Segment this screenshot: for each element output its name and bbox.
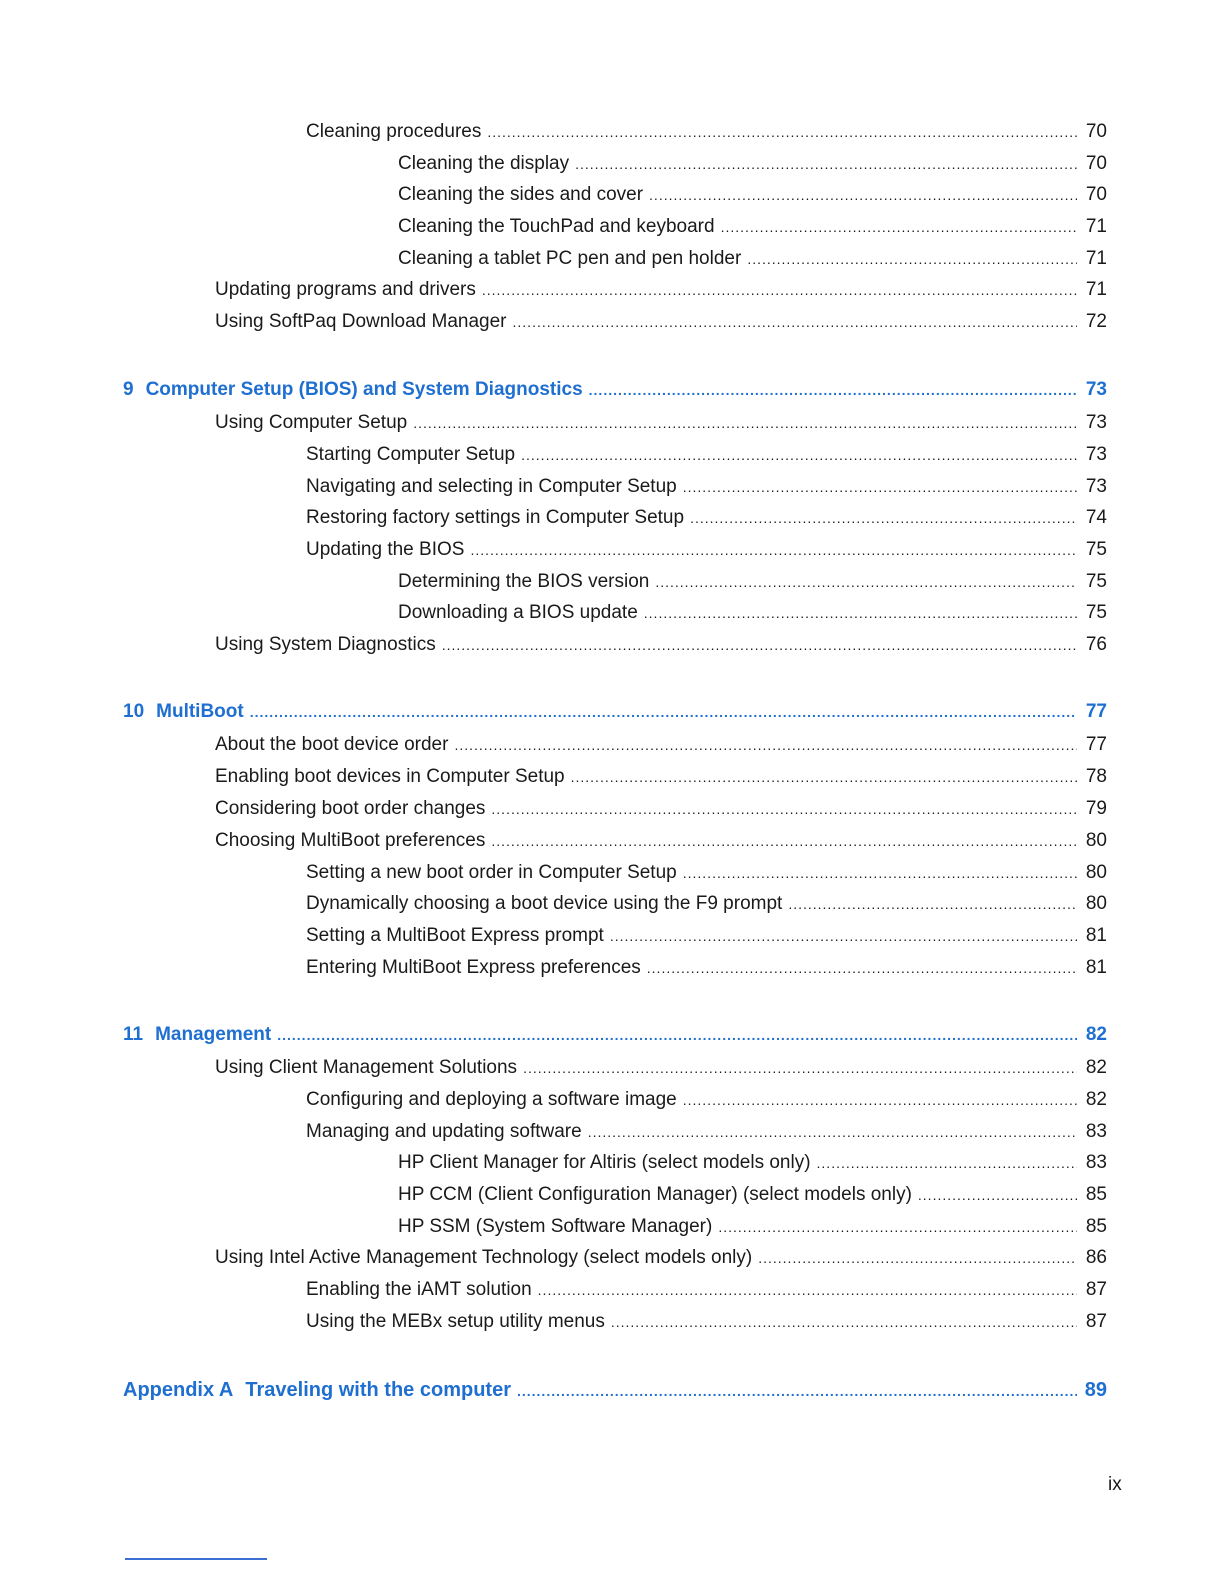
toc-entry-title: Cleaning the TouchPad and keyboard: [398, 216, 715, 237]
dot-leader: [718, 1215, 1077, 1239]
dot-leader: [683, 475, 1077, 499]
toc-entry-page: 72: [1085, 311, 1107, 332]
chapter-number: 10: [123, 701, 145, 722]
toc-entry-page: 83: [1085, 1152, 1107, 1173]
dot-leader: [589, 378, 1077, 402]
dot-leader: [644, 601, 1077, 625]
dot-leader: [482, 278, 1077, 302]
toc-entry[interactable]: [215, 829, 1107, 853]
toc-entry[interactable]: [215, 310, 1107, 334]
toc-entry-title: Navigating and selecting in Computer Setup: [306, 476, 677, 497]
toc-entry-page: 82: [1085, 1057, 1107, 1078]
dot-leader: [538, 1278, 1077, 1302]
toc-entry-page: 70: [1085, 153, 1107, 174]
toc-entry-title: Updating programs and drivers: [215, 279, 476, 300]
toc-entry[interactable]: [306, 1120, 1107, 1144]
toc-entry[interactable]: [398, 215, 1107, 239]
dot-leader: [690, 506, 1077, 530]
toc-entry-title: HP SSM (System Software Manager): [398, 1216, 713, 1237]
toc-entry-page: 70: [1085, 121, 1107, 142]
dot-leader: [721, 215, 1077, 239]
toc-entry[interactable]: [215, 797, 1107, 821]
toc-entry-title: HP Client Manager for Altiris (select models only): [398, 1152, 811, 1173]
toc-entry[interactable]: [398, 152, 1107, 176]
toc-entry-title: Traveling with the computer: [245, 1379, 511, 1401]
toc-entry-page: 80: [1085, 893, 1107, 914]
toc-entry-page: 83: [1085, 1121, 1107, 1142]
toc-entry-page: 89: [1084, 1379, 1107, 1401]
toc-chapter-entry[interactable]: [123, 378, 1107, 402]
dot-leader: [610, 924, 1077, 948]
toc-entry-page: 71: [1085, 279, 1107, 300]
toc-entry[interactable]: [306, 506, 1107, 530]
toc-entry-page: 71: [1085, 248, 1107, 269]
toc-entry[interactable]: [398, 1215, 1107, 1239]
dot-leader: [683, 861, 1077, 885]
toc-appendix-entry[interactable]: [123, 1378, 1107, 1402]
toc-entry-page: 74: [1085, 507, 1107, 528]
toc-entry-page: 73: [1085, 476, 1107, 497]
dot-leader: [611, 1310, 1077, 1334]
toc-entry-title: Starting Computer Setup: [306, 444, 516, 465]
dot-leader: [277, 1023, 1077, 1047]
toc-entry-title: Restoring factory settings in Computer Setup: [306, 507, 685, 528]
toc-entry-page: 73: [1085, 444, 1107, 465]
toc-entry-page: 80: [1085, 830, 1107, 851]
dot-leader: [788, 892, 1077, 916]
toc-entry-page: 86: [1085, 1247, 1107, 1268]
toc-entry[interactable]: [306, 956, 1107, 980]
toc-entry-title: Cleaning the sides and cover: [398, 184, 644, 205]
toc-entry-title: Using SoftPaq Download Manager: [215, 311, 507, 332]
dot-leader: [758, 1246, 1077, 1270]
toc-entry-page: 87: [1085, 1311, 1107, 1332]
toc-entry[interactable]: [398, 1183, 1107, 1207]
toc-entry-page: 75: [1085, 539, 1107, 560]
toc-entry-title: Entering MultiBoot Express preferences: [306, 957, 641, 978]
toc-entry[interactable]: [215, 733, 1107, 757]
toc-entry-page: 81: [1085, 925, 1107, 946]
toc-entry[interactable]: [306, 443, 1107, 467]
toc-entry[interactable]: [215, 765, 1107, 789]
toc-entry[interactable]: [306, 1278, 1107, 1302]
dot-leader: [521, 443, 1077, 467]
dot-leader: [649, 183, 1077, 207]
toc-entry[interactable]: [398, 247, 1107, 271]
toc-entry[interactable]: [398, 570, 1107, 594]
appendix-label: Appendix A: [123, 1379, 234, 1401]
toc-entry-title: Determining the BIOS version: [398, 571, 650, 592]
dot-leader: [588, 1120, 1077, 1144]
dot-leader: [517, 1379, 1077, 1403]
toc-entry-page: 79: [1085, 798, 1107, 819]
toc-entry[interactable]: [306, 120, 1107, 144]
toc-entry-title: Enabling the iAMT solution: [306, 1279, 532, 1300]
toc-entry-title: Dynamically choosing a boot device using the F9 prompt: [306, 893, 783, 914]
toc-entry-title: Using the MEBx setup utility menus: [306, 1311, 605, 1332]
dot-leader: [470, 538, 1077, 562]
toc-entry-title: Computer Setup (BIOS) and System Diagnostics: [145, 379, 583, 400]
dot-leader: [413, 411, 1077, 435]
toc-entry[interactable]: [306, 1088, 1107, 1112]
dot-leader: [487, 120, 1077, 144]
toc-entry[interactable]: [215, 278, 1107, 302]
toc-entry-page: 75: [1085, 602, 1107, 623]
dot-leader: [454, 733, 1077, 757]
dot-leader: [817, 1151, 1077, 1175]
toc-entry-title: Using Client Management Solutions: [215, 1057, 518, 1078]
toc-entry-page: 81: [1085, 957, 1107, 978]
toc-entry[interactable]: [215, 411, 1107, 435]
toc-entry-title: Cleaning procedures: [306, 121, 482, 142]
toc-entry[interactable]: [306, 892, 1107, 916]
dot-leader: [250, 700, 1077, 724]
toc-entry[interactable]: [306, 475, 1107, 499]
dot-leader: [575, 152, 1077, 176]
toc-entry-title: Setting a MultiBoot Express prompt: [306, 925, 604, 946]
toc-entry-page: 82: [1085, 1089, 1107, 1110]
dot-leader: [655, 570, 1077, 594]
toc-entry-page: 77: [1085, 701, 1107, 722]
toc-entry[interactable]: [306, 1310, 1107, 1334]
toc-entry[interactable]: [306, 538, 1107, 562]
dot-leader: [513, 310, 1077, 334]
dot-leader: [571, 765, 1077, 789]
toc-entry-page: 85: [1085, 1184, 1107, 1205]
toc-entry[interactable]: [398, 601, 1107, 625]
toc-entry[interactable]: [306, 861, 1107, 885]
toc-entry-title: Choosing MultiBoot preferences: [215, 830, 486, 851]
chapter-number: 11: [123, 1024, 144, 1045]
dot-leader: [523, 1056, 1077, 1080]
toc-entry-page: 82: [1085, 1024, 1107, 1045]
toc-entry-page: 78: [1085, 766, 1107, 787]
toc-entry-title: MultiBoot: [156, 701, 244, 722]
toc-entry-title: Managing and updating software: [306, 1121, 582, 1142]
footer-rule: [125, 1558, 267, 1560]
toc-entry-page: 73: [1085, 412, 1107, 433]
toc-entry[interactable]: [215, 1056, 1107, 1080]
toc-entry-title: Configuring and deploying a software image: [306, 1089, 677, 1110]
toc-entry-title: Using System Diagnostics: [215, 634, 436, 655]
dot-leader: [918, 1183, 1077, 1207]
dot-leader: [683, 1088, 1077, 1112]
toc-entry-title: Cleaning the display: [398, 153, 570, 174]
toc-entry-page: 87: [1085, 1279, 1107, 1300]
chapter-number: 9: [123, 379, 134, 400]
dot-leader: [442, 633, 1077, 657]
toc-entry-title: Management: [155, 1024, 272, 1045]
dot-leader: [491, 797, 1077, 821]
toc-entry-title: Using Computer Setup: [215, 412, 408, 433]
toc-entry-title: HP CCM (Client Configuration Manager) (select models only): [398, 1184, 912, 1205]
toc-entry-title: Updating the BIOS: [306, 539, 465, 560]
toc-entry-page: 85: [1085, 1216, 1107, 1237]
toc-entry[interactable]: [215, 1246, 1107, 1270]
toc-entry[interactable]: [306, 924, 1107, 948]
toc-entry-title: Setting a new boot order in Computer Setup: [306, 862, 677, 883]
dot-leader: [747, 247, 1077, 271]
toc-entry-title: About the boot device order: [215, 734, 449, 755]
toc-entry-title: Cleaning a tablet PC pen and pen holder: [398, 248, 742, 269]
toc-entry-page: 80: [1085, 862, 1107, 883]
toc-entry[interactable]: [398, 1151, 1107, 1175]
toc-entry-page: 70: [1085, 184, 1107, 205]
page-number: ix: [1108, 1474, 1122, 1495]
dot-leader: [647, 956, 1077, 980]
toc-entry-page: 77: [1085, 734, 1107, 755]
dot-leader: [491, 829, 1077, 853]
toc-entry-title: Enabling boot devices in Computer Setup: [215, 766, 565, 787]
toc-entry[interactable]: [215, 633, 1107, 657]
toc-entry-page: 76: [1085, 634, 1107, 655]
toc-entry-page: 75: [1085, 571, 1107, 592]
toc-chapter-entry[interactable]: [123, 700, 1107, 724]
toc-entry-page: 71: [1085, 216, 1107, 237]
toc-entry-title: Considering boot order changes: [215, 798, 486, 819]
toc-entry[interactable]: [398, 183, 1107, 207]
toc-entry-title: Using Intel Active Management Technology (select models only): [215, 1247, 753, 1268]
toc-entry-page: 73: [1085, 379, 1107, 400]
toc-chapter-entry[interactable]: [123, 1023, 1107, 1047]
toc-entry-title: Downloading a BIOS update: [398, 602, 638, 623]
